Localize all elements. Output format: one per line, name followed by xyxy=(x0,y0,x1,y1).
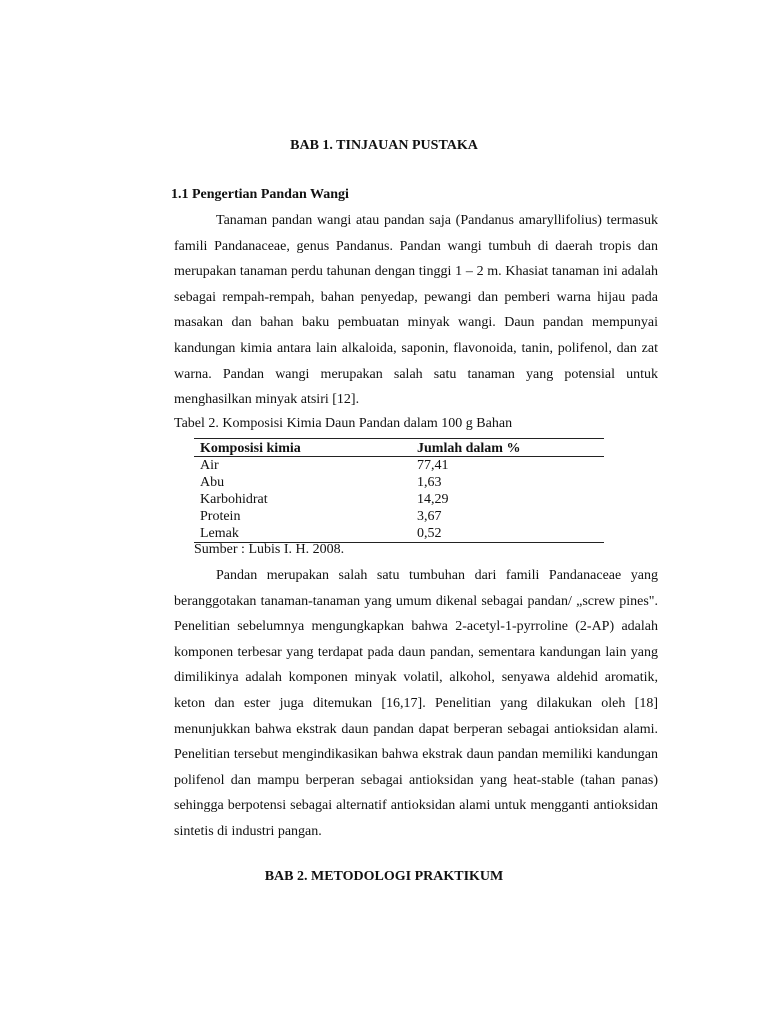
cell-composition: Abu xyxy=(200,475,225,490)
table-caption: Tabel 2. Komposisi Kimia Daun Pandan dalam 100 g Bahan xyxy=(174,416,513,431)
cell-composition: Lemak xyxy=(194,525,411,543)
paragraph-1: Tanaman pandan wangi atau pandan saja (Pandanus amaryllifolius) termasuk famili Pandanaceae, genus Pandanus. Pandan wangi tumbuh di daerah tropis dan merupakan tanaman perdu tahunan dengan tinggi 1 – 2 m. Khasiat tanaman ini adalah sebagai rempah-rempah, bahan penyedap, pewangi dan pemberi warna hijau pada masakan dan bahan baku pembuatan minyak wangi. Daun pandan mempunyai kandungan kimia antara lain alkaloida, saponin, flavonoida, tanin, polifenol, dan zat warna. Pandan wangi merupakan salah satu tanaman yang potensial untuk menghasilkan minyak atsiri [12]. xyxy=(174,213,658,408)
table-row xyxy=(194,508,604,525)
chapter-1-title: BAB 1. TINJAUAN PUSTAKA xyxy=(290,138,478,153)
header-amount: Jumlah dalam % xyxy=(411,439,604,457)
cell-amount: 77,41 xyxy=(417,458,449,473)
table-row xyxy=(194,474,604,491)
table-row xyxy=(194,491,604,508)
cell-composition: Karbohidrat xyxy=(200,492,268,507)
cell-amount: 0,52 xyxy=(411,525,604,543)
table-source: Sumber : Lubis I. H. 2008. xyxy=(194,542,345,557)
paragraph-2: Pandan merupakan salah satu tumbuhan dari famili Pandanaceae yang beranggotakan tanaman-tanaman yang umum dikenal sebagai pandan/ „screw pines". Penelitian sebelumnya mengungkapkan bahwa 2-acetyl-1-pyrroline (2-AP) adalah komponen terbesar yang terdapat pada daun pandan, sementara kandungan lain yang dimilikinya adalah komponen minyak volatil, alkohol, senyawa aldehid aromatik, keton dan ester juga ditemukan [16,17]. Penelitian yang dilakukan oleh [18] menunjukkan bahwa ekstrak daun pandan dapat berperan sebagai antioksidan alami. Penelitian tersebut mengindikasikan bahwa ekstrak daun pandan memiliki kandungan polifenol dan mampu berperan sebagai antioksidan yang heat-stable (tahan panas) sehingga berpotensi sebagai alternatif antioksidan alami untuk mengganti antioksidan sintetis di industri pangan. xyxy=(174,568,658,839)
table-header-row xyxy=(194,439,604,457)
table-row xyxy=(194,457,604,475)
chapter-2-title: BAB 2. METODOLOGI PRAKTIKUM xyxy=(264,869,504,884)
cell-composition: Protein xyxy=(200,509,241,524)
cell-amount: 1,63 xyxy=(417,475,442,490)
cell-composition: Air xyxy=(200,458,219,473)
table-row xyxy=(194,525,604,543)
cell-amount: 14,29 xyxy=(417,492,449,507)
header-composition: Komposisi kimia xyxy=(194,439,411,457)
cell-amount: 3,67 xyxy=(417,509,442,524)
composition-table xyxy=(194,438,604,543)
section-1-1-title: 1.1 Pengertian Pandan Wangi xyxy=(171,187,349,202)
